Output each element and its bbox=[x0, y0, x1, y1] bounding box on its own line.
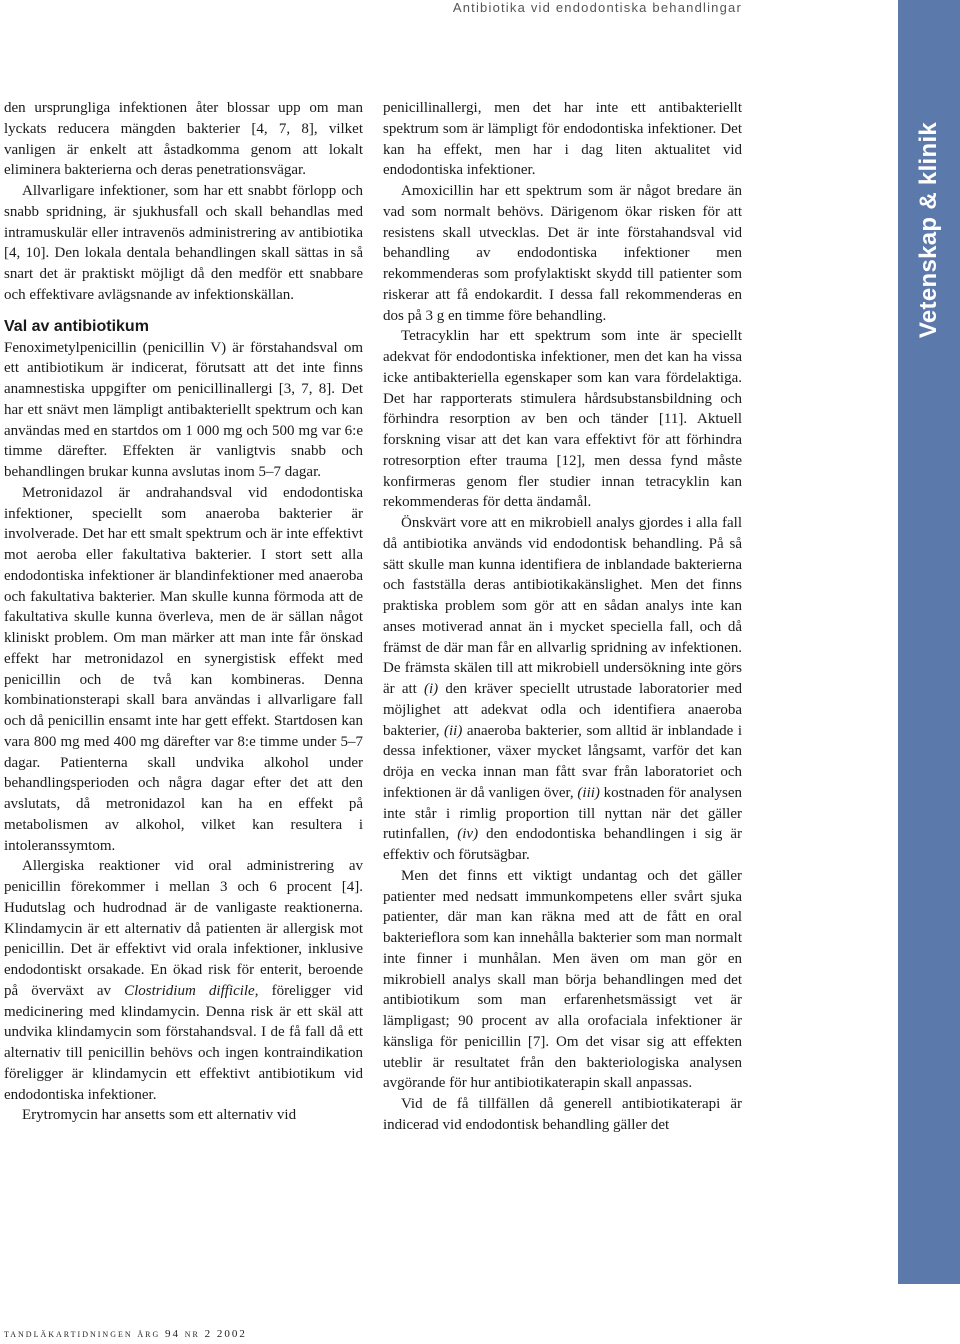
text-run: anaeroba bakterier, som alltid är inblandade i dessa infektioner, växer mycket långsamt, varför det kan dröja en vecka innan man fått svar från laboratoriet och infektionen är då vanligen över, bbox=[383, 722, 742, 801]
list-marker: (i) bbox=[424, 681, 439, 697]
paragraph: penicillinallergi, men det har inte ett antibakteriellt spektrum som är lämpligt för endodontiska infektioner. Det kan ha effekt, men har i dag liten aktualitet vid endodontiska infektioner. bbox=[383, 100, 742, 179]
text-run: den kräver speciellt utrustade laboratorier med möjlighet att adekvat odla och identifiera anaeroba bakterier, bbox=[383, 681, 742, 739]
running-header: Antibiotika vid endodontiska behandlingar bbox=[452, 0, 742, 15]
paragraph: den ursprungliga infektionen åter blossar upp om man lyckats reducera mängden bakterier [4, 7, 8], vilket vanligen är enkelt att åstadkomma genom att lokalt eliminera bakterierna och deras penetrationsvägar. bbox=[4, 100, 363, 179]
left-column bbox=[4, 98, 363, 1126]
paragraph: Fenoximetylpenicillin (penicillin V) är förstahandsval om ett antibiotikum är indicerat, förutsatt att det inte finns anamnestiska uppgifter om penicillinallergi [3, 7, 8]. Det har ett snävt men lämpligt antibakteriellt spektrum och kan användas med en startdos om 1 000 mg och 500 mg var 6:e timme därefter. Effekten är vanligtvis snabb och behandlingen brukar kunna avslutas inom 5–7 dagar. bbox=[4, 339, 363, 480]
text-run: Önskvärt vore att en mikrobiell analys gjordes i alla fall då antibiotika används vid endodontisk behandling. På så sätt skulle man kunna identifiera de inblandade bakterierna och fastställa deras antibiotikakänslighet. Men det finns praktiska problem som gör att en sådan analys inte kan anses motiverad annat än i mycket speciella fall, och då främst de där man får en allvarlig spridning av infektionen. De främsta skälen till att mikrobiell undersökning inte görs är att bbox=[383, 515, 742, 697]
right-column bbox=[383, 98, 742, 1136]
paragraph: Metronidazol är andrahandsval vid endodontiska infektioner, speciellt som anaeroba bakterier är involverade. Det har ett smalt spektrum och är inte effektivt mot aeroba eller fakultativa bakterier. I stort sett alla endodontiska infektioner är blandinfektioner med anaeroba och fakultativa bakterier. Man skulle kunna förmoda att de fakultativa skulle kunna överleva, men de är sällan något kliniskt problem. Om man märker att man inte får önskad effekt har metronidazol en synergistisk effekt med penicillin och de två kan kombineras. Denna kombinationsterapi skall bara användas i allvarligare fall och då penicillin ensamt inte har gett effekt. Startdosen kan vara 800 mg med 400 mg därefter var 8:e timme under 5–7 dagar. Patienterna skall undvika alkohol under behandlingsperioden och några dagar efter det att den avslutats, då metronidazol kan ha en effekt på metabolismen av alkohol, vilket kan resultera i intoleranssymtom. bbox=[4, 484, 363, 854]
section-label bbox=[898, 0, 960, 1284]
paragraph: Allvarligare infektioner, som har ett snabbt förlopp och snabb spridning, är sjukhusfall och skall behandlas med intramuskulär eller intravenös administrering av antibiotika [4, 10]. Den lokala dentala behandlingen skall sättas in så snart det är praktiskt möjligt då den medför ett snabbare och effektivare avlägsnande av infektionskällan. bbox=[4, 183, 363, 303]
text-run: , föreligger vid medicinering med klindamycin. Denna risk är ett skäl att undvika klindamycin som förstahandsval. I de få fall då ett alternativ till penicillin behövs och ingen kontraindikation föreligger är klindamycin ett effektivt antibiotikum vid endodontiska infektioner. bbox=[4, 982, 363, 1103]
paragraph bbox=[4, 856, 363, 1105]
list-marker: (ii) bbox=[443, 722, 463, 739]
species-name: Clostridium difficile bbox=[124, 982, 255, 999]
paragraph: Erytromycin har ansetts som ett alternativ vid bbox=[22, 1107, 297, 1124]
section-label-text: Vetenskap & klinik bbox=[915, 121, 942, 339]
text-run: kostnaden för analysen inte står i rimlig proportion till nyttan när det gäller rutinfallen, bbox=[383, 784, 742, 843]
paragraph bbox=[383, 513, 742, 866]
paragraph: Men det finns ett viktigt undantag och det gäller patienter med nedsatt immunkompetens eller svårt sjuka patienter, där man kan räkna med att de fått en oral bakterieflora som kan innehålla bakterier som man normalt inte finner i munhålan. Men även om man gör en mikrobiell analys skall man börja behandlingen med det antibiotikum som man erfarenhetsmässigt vet är lämpligast; 90 procent av alla orofaciala infektioner är känsliga för penicillin [7]. Om det visar sig att effekten uteblir är resultatet från den bakteriologiska analysen avgörande för hur antibiotikaterapin skall anpassas. bbox=[383, 867, 742, 1092]
section-heading: Val av antibiotikum bbox=[4, 317, 149, 335]
text-run: Allergiska reaktioner vid oral administrering av penicillin förekommer i mellan 3 och 6 procent [4]. Hudutslag och hudrodnad är de vanligaste reaktionerna. Klindamycin är ett alternativ då patienten är allergisk mot penicillin. Det är effektivt vid orala infektioner, inklusive endodontiskt orsakade. En ökad risk för enterit, beroende på överväxt av bbox=[4, 858, 363, 999]
paragraph: Amoxicillin har ett spektrum som är något bredare än vad som normalt behövs. Därigenom ökar risken för att resistens skall utvecklas. Det är inte förstahandsval vid behandling av endodontiska infektioner men rekommenderas som profylaktiskt skydd till patienter som riskerar att få endokardit. I dessa fall rekommenderas en dos på 3 g en timme före behandling. bbox=[383, 183, 742, 324]
text-run: den endodontiska behandlingen i sig är effektiv och förutsägbar. bbox=[383, 826, 742, 863]
section-band bbox=[898, 0, 960, 1284]
journal-footer: tandläkartidningen årg 94 nr 2 2002 bbox=[4, 1328, 247, 1340]
list-marker: (iv) bbox=[457, 826, 479, 843]
paragraph: Tetracyklin har ett spektrum som inte är speciellt adekvat för endodontiska infektioner, men det kan ha vissa icke antibakteriella egenskaper som kan vara fördelaktiga. Det har rapporterats stimulera hårdsubstansbildning och förhindra resorption av ben och tänder [11]. Aktuell forskning visar att det kan vara effektivt för att förhindra rotresorption efter trauma [12], men dessa fynd måste konfirmeras genom fler studier innan tetracyklin kan rekommenderas för detta ändamål. bbox=[383, 328, 742, 511]
list-marker: (iii) bbox=[577, 784, 600, 801]
paragraph: Vid de få tillfällen då generell antibiotikaterapi är indicerad vid endodontisk behandling gäller det bbox=[383, 1096, 742, 1133]
